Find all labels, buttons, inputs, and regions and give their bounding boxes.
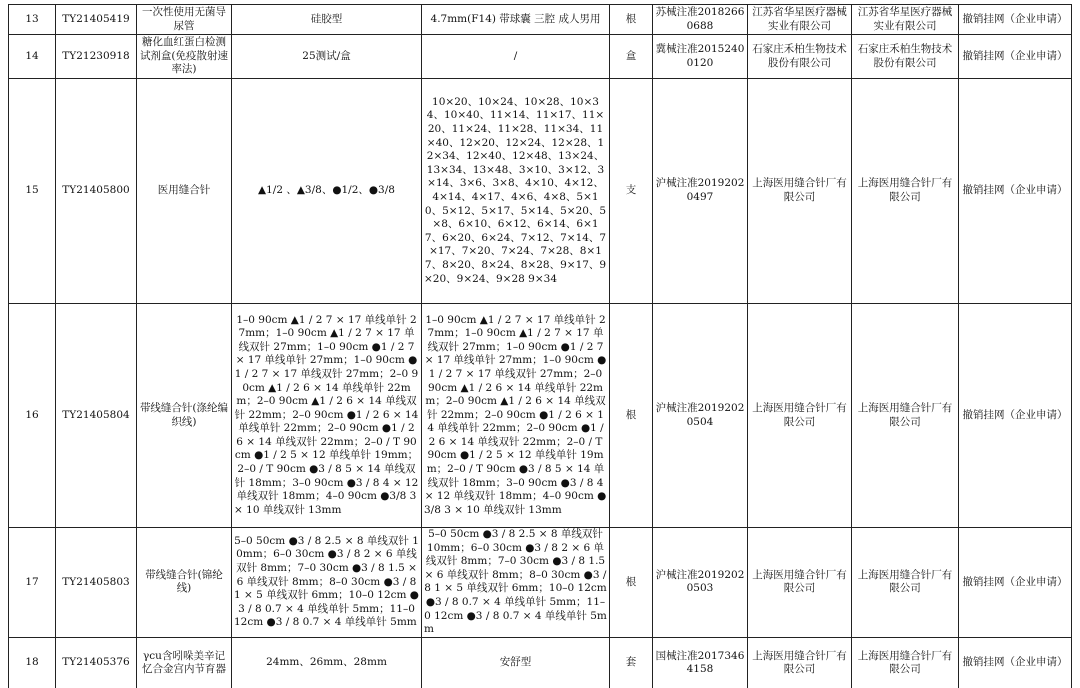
product-table bbox=[8, 4, 1072, 688]
unit: 根 bbox=[610, 5, 653, 35]
product-model-text: 5–0 50cm ●3 / 8 2.5 × 8 单线双针 10mm；6–0 30cm ●3 / 8 2 × 6 单线双针 8mm；7–0 30cm ●3 / 8 1.5 × 6 单线双针 8mm；8–0 30cm ●3 / 8 1 × 5 单线双针 6mm；10–0 12cm ●3 / 8 0.7 × 4 单线单针 5mm；11–0 12cm ●3 / 8 0.7 × 4 单线单针 5mm bbox=[234, 534, 419, 629]
table-row bbox=[9, 35, 1072, 79]
manufacturer: 江苏省华星医疗器械实业有限公司 bbox=[852, 5, 959, 35]
row-number: 13 bbox=[9, 5, 56, 35]
registrant: 上海医用缝合针厂有限公司 bbox=[748, 528, 852, 638]
product-spec-text: 10×20、10×24、10×28、10×34、10×40、11×14、11×17、11×20、11×24、11×28、11×34、11×40、12×20、12×24、12×28、12×34、12×40、12×48、13×24、13×34、13×48、3×10、3×12、3×14、3×6、3×8、4×10、4×12、4×14、4×17、4×6、4×8、5×10、5×12、5×17、5×14、5×20、5×8、6×10、6×12、6×14、6×17、6×20、6×24、7×12、7×14、7×17、7×20、7×24、7×28、8×17、8×20、8×24、8×28、9×17、9×20、9×24、9×28 9×34 bbox=[424, 95, 607, 285]
product-name: 带线缝合针(锦纶线) bbox=[137, 528, 232, 638]
product-model bbox=[232, 304, 422, 528]
product-spec bbox=[422, 304, 610, 528]
product-spec: 4.7mm(F14) 带球囊 三腔 成人男用 bbox=[422, 5, 610, 35]
table-row bbox=[9, 637, 1072, 688]
registrant: 上海医用缝合针厂有限公司 bbox=[748, 304, 852, 528]
product-code: TY21405803 bbox=[56, 528, 137, 638]
registration-number: 冀械注准20152400120 bbox=[653, 35, 748, 79]
product-spec bbox=[422, 528, 610, 638]
registrant: 江苏省华星医疗器械实业有限公司 bbox=[748, 5, 852, 35]
registration-number: 沪械注准20192020497 bbox=[653, 79, 748, 304]
product-spec-text: 1–0 90cm ▲1 / 2 7 × 17 单线单针 27mm；1–0 90cm ▲1 / 2 7 × 17 单线双针 27mm；1–0 90cm ●1 / 2 7 × 17 单线单针 27mm；1–0 90cm ●1 / 2 7 × 17 单线双针 27mm；2–0 90cm ▲1 / 2 6 × 14 单线单针 22mm；2–0 90cm ▲1 / 2 6 × 14 单线双针 22mm；2–0 90cm ●1 / 2 6 × 14 单线单针 22mm；2–0 90cm ●1 / 2 6 × 14 单线双针 22mm；2–0 / T 90cm ●1 / 2 5 × 12 单线单针 19mm；2–0 / T 90cm ●3 / 8 5 × 14 单线双针 18mm；3–0 90cm ●3 / 8 4 × 12 单线双针 18mm；4–0 90cm ●3/8 3 × 10 单线双针 13mm bbox=[424, 313, 607, 516]
product-code: TY21405419 bbox=[56, 5, 137, 35]
manufacturer: 上海医用缝合针厂有限公司 bbox=[852, 304, 959, 528]
unit: 支 bbox=[610, 79, 653, 304]
listing-status: 撤销挂网（企业申请） bbox=[959, 35, 1072, 79]
row-number: 18 bbox=[9, 637, 56, 688]
unit: 套 bbox=[610, 637, 653, 688]
row-number: 14 bbox=[9, 35, 56, 79]
product-model-text: 1–0 90cm ▲1 / 2 7 × 17 单线单针 27mm；1–0 90cm ▲1 / 2 7 × 17 单线双针 27mm；1–0 90cm ●1 / 2 7 × 17 单线单针 27mm；1–0 90cm ●1 / 2 7 × 17 单线双针 27mm；2–0 90cm ▲1 / 2 6 × 14 单线单针 22mm；2–0 90cm ▲1 / 2 6 × 14 单线双针 22mm；2–0 90cm ●1 / 2 6 × 14 单线单针 22mm；2–0 90cm ●1 / 2 6 × 14 单线双针 22mm；2–0 / T 90cm ●1 / 2 5 × 12 单线单针 19mm；2–0 / T 90cm ●3 / 8 5 × 14 单线双针 18mm；3–0 90cm ●3 / 8 4 × 12 单线双针 18mm；4–0 90cm ●3/8 3 × 10 单线双针 13mm bbox=[234, 313, 419, 516]
table-row bbox=[9, 528, 1072, 638]
table-row bbox=[9, 304, 1072, 528]
unit: 根 bbox=[610, 304, 653, 528]
registration-number: 苏械注准20182660688 bbox=[653, 5, 748, 35]
product-code: TY21230918 bbox=[56, 35, 137, 79]
listing-status: 撤销挂网（企业申请） bbox=[959, 304, 1072, 528]
listing-status: 撤销挂网（企业申请） bbox=[959, 79, 1072, 304]
product-code: TY21405804 bbox=[56, 304, 137, 528]
product-name: 一次性使用无菌导尿管 bbox=[137, 5, 232, 35]
product-model: 24mm、26mm、28mm bbox=[232, 637, 422, 688]
row-number: 15 bbox=[9, 79, 56, 304]
registrant: 上海医用缝合针厂有限公司 bbox=[748, 79, 852, 304]
registrant: 石家庄禾柏生物技术股份有限公司 bbox=[748, 35, 852, 79]
product-code: TY21405800 bbox=[56, 79, 137, 304]
product-model bbox=[232, 528, 422, 638]
product-name: 医用缝合针 bbox=[137, 79, 232, 304]
product-spec bbox=[422, 79, 610, 304]
listing-status: 撤销挂网（企业申请） bbox=[959, 637, 1072, 688]
listing-status: 撤销挂网（企业申请） bbox=[959, 5, 1072, 35]
manufacturer: 石家庄禾柏生物技术股份有限公司 bbox=[852, 35, 959, 79]
registration-number: 沪械注准20192020504 bbox=[653, 304, 748, 528]
row-number: 16 bbox=[9, 304, 56, 528]
product-model: ▲1/2 、▲3/8、●1/2、●3/8 bbox=[232, 79, 422, 304]
product-spec: / bbox=[422, 35, 610, 79]
product-name: γcu含吲哚美辛记忆合金宫内节育器 bbox=[137, 637, 232, 688]
product-spec-text: 5–0 50cm ●3 / 8 2.5 × 8 单线双针 10mm；6–0 30cm ●3 / 8 2 × 6 单线双针 8mm；7–0 30cm ●3 / 8 1.5 × 6 单线双针 8mm；8–0 30cm ●3 / 8 1 × 5 单线双针 6mm；10–0 12cm ●3 / 8 0.7 × 4 单线单针 5mm；11–0 12cm ●3 / 8 0.7 × 4 单线单针 5mm bbox=[424, 528, 607, 636]
product-spec: 安舒型 bbox=[422, 637, 610, 688]
product-name: 糖化血红蛋白检测试剂盒(免疫散射速率法) bbox=[137, 35, 232, 79]
product-model: 硅胶型 bbox=[232, 5, 422, 35]
manufacturer: 上海医用缝合针厂有限公司 bbox=[852, 528, 959, 638]
table-row bbox=[9, 79, 1072, 304]
product-code: TY21405376 bbox=[56, 637, 137, 688]
registration-number: 沪械注准20192020503 bbox=[653, 528, 748, 638]
listing-status: 撤销挂网（企业申请） bbox=[959, 528, 1072, 638]
table-row bbox=[9, 5, 1072, 35]
product-model: 25测试/盒 bbox=[232, 35, 422, 79]
registration-number: 国械注准20173464158 bbox=[653, 637, 748, 688]
registrant: 上海医用缝合针厂有限公司 bbox=[748, 637, 852, 688]
unit: 盒 bbox=[610, 35, 653, 79]
product-name: 带线缝合针(涤纶编织线) bbox=[137, 304, 232, 528]
manufacturer: 上海医用缝合针厂有限公司 bbox=[852, 79, 959, 304]
row-number: 17 bbox=[9, 528, 56, 638]
manufacturer: 上海医用缝合针厂有限公司 bbox=[852, 637, 959, 688]
unit: 根 bbox=[610, 528, 653, 638]
